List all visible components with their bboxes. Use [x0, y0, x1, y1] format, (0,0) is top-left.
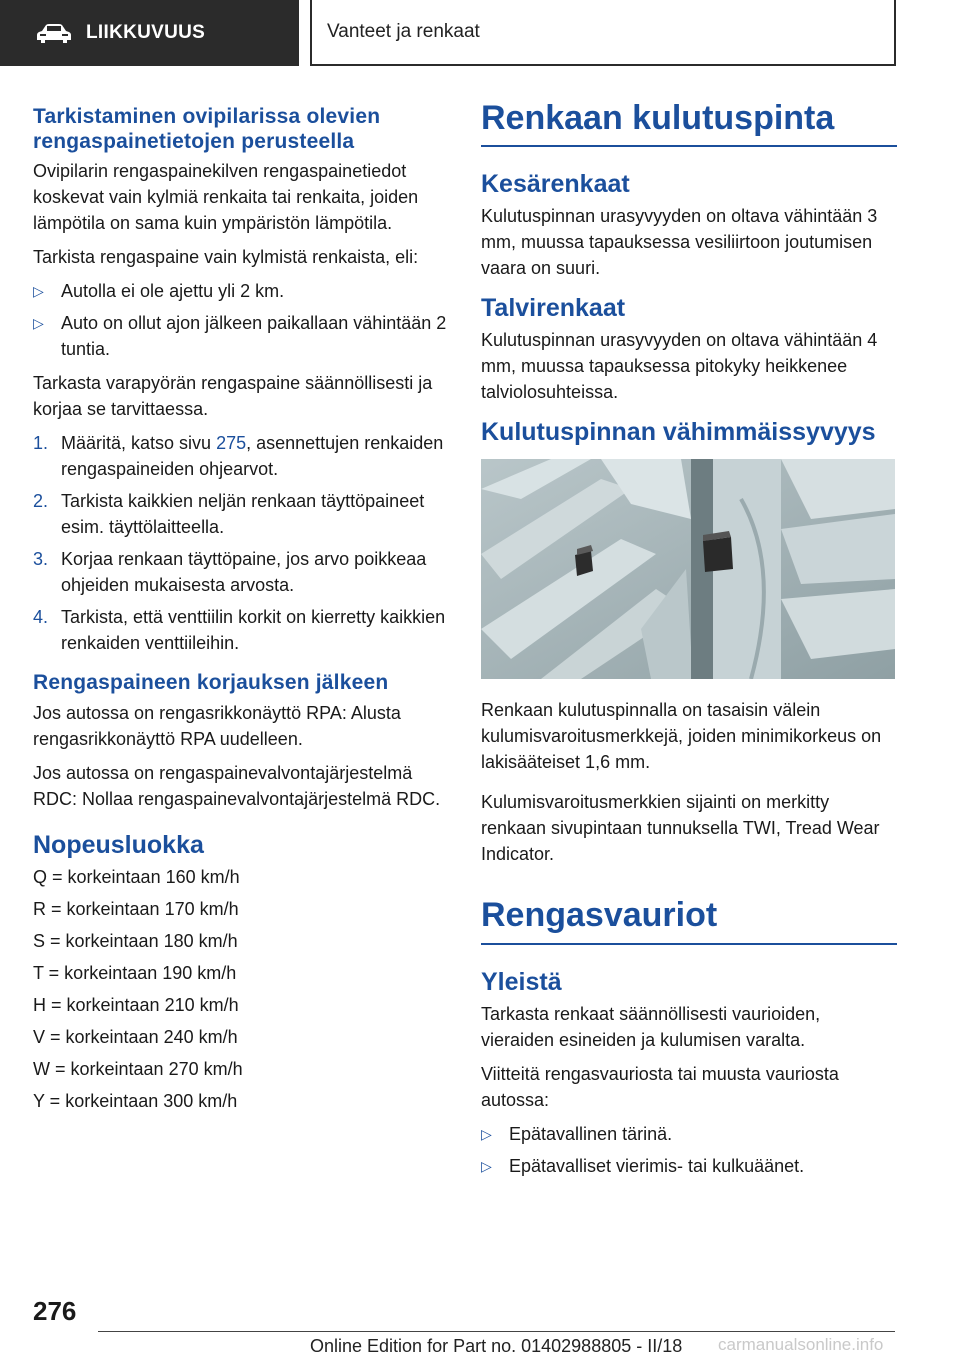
speed-item: Y = korkeintaan 300 km/h [33, 1090, 238, 1111]
paragraph: Ovipilarin rengaspainekilven rengaspainetiedot koskevat vain kylmiä renkaita tai renkaita, joiden lämpötila on sama kuin ympäristön lämpötila. [33, 161, 419, 234]
speed-item: H = korkeintaan 210 km/h [33, 994, 239, 1015]
list-item: ▷ Autolla ei ole ajettu yli 2 km. [33, 278, 449, 304]
paragraph: Jos autossa on rengaspainevalvontajärjestelmä RDC: Nollaa rengaspainevalvontajärjestelmä RDC. [33, 762, 441, 809]
condition-list [33, 278, 449, 362]
step-item: 3. Korjaa renkaan täyttöpaine, jos arvo poikkeaa ohjeiden mukaisesta arvosta. [33, 549, 427, 596]
page-link[interactable]: 275 [216, 433, 247, 454]
section-title: LIIKKUVUUS [86, 22, 206, 43]
speed-item: V = korkeintaan 240 km/h [33, 1026, 238, 1047]
step-item: 4. Tarkista, että venttiilin korkit on kierretty kaikkien renkaiden venttiileihin. [33, 607, 446, 654]
speed-item: W = korkeintaan 270 km/h [33, 1058, 243, 1079]
heading-summer-tires: Kesärenkaat [481, 170, 630, 199]
paragraph: Renkaan kulutuspinnalla on tasaisin välein kulumisvaroitusmerkkejä, joiden minimikorkeus on lakisääteiset 1,6 mm. [481, 700, 882, 773]
paragraph: Jos autossa on rengasrikkonäyttö RPA: Alusta rengasrikkonäyttö RPA uudelleen. [33, 702, 401, 749]
left-column [33, 100, 449, 1120]
paragraph: Kulutuspinnan urasyvyyden on oltava vähintään 3 mm, muussa tapauksessa vesiliirtoon joutumisen vaara on suuri. [481, 206, 878, 279]
speed-item: T = korkeintaan 190 km/h [33, 962, 237, 983]
heading-after-correction: Rengaspaineen korjauksen jälkeen [33, 671, 389, 695]
speed-list [33, 864, 449, 1114]
paragraph: Kulutuspinnan urasyvyyden on oltava vähintään 4 mm, muussa tapauksessa pitokyky heikkenee talviolosuhteissa. [481, 330, 878, 403]
section-tab [0, 0, 299, 66]
chapter-title: Vanteet ja renkaat [327, 21, 480, 42]
paragraph: Viitteitä rengasvauriosta tai muusta vauriosta autossa: [481, 1063, 839, 1110]
step-item: 2. Tarkista kaikkien neljän renkaan täyttöpaineet esim. täyttölaitteella. [33, 491, 425, 538]
heading-general: Yleistä [481, 967, 562, 996]
heading-tire-damage: Rengasvauriot [481, 897, 897, 944]
paragraph: Tarkasta renkaat säännöllisesti vaurioiden, vieraiden esineiden ja kulumisen varalta. [481, 1003, 821, 1050]
triangle-right-icon: ▷ [481, 1125, 492, 1142]
watermark: carmanualsonline.info [718, 1335, 884, 1354]
heading-min-depth: Kulutuspinnan vähimmäissyvyys [481, 418, 876, 447]
page-number: 276 [33, 1296, 77, 1326]
heading-winter-tires: Talvirenkaat [481, 294, 626, 323]
paragraph: Kulumisvaroitusmerkkien sijainti on merkitty renkaan sivupintaan tunnuksella TWI, Tread Wear Indicator. [481, 792, 880, 865]
tread-wear-indicator-image [481, 459, 895, 679]
triangle-right-icon: ▷ [33, 283, 44, 300]
page-header [0, 0, 960, 66]
car-icon [36, 22, 72, 44]
speed-item: S = korkeintaan 180 km/h [33, 930, 238, 951]
paragraph: Tarkasta varapyörän rengaspaine säännöllisesti ja korjaa se tarvittaessa. [33, 373, 433, 420]
list-item: ▷ Epätavallinen tärinä. [481, 1121, 897, 1147]
list-item: ▷ Auto on ollut ajon jälkeen paikallaan vähintään 2 tuntia. [33, 310, 449, 362]
paragraph: Tarkista rengaspaine vain kylmistä renkaista, eli: [33, 247, 419, 268]
speed-item: Q = korkeintaan 160 km/h [33, 866, 240, 887]
heading-speed-class: Nopeusluokka [33, 830, 204, 859]
steps-list [33, 430, 449, 656]
list-item: ▷ Epätavalliset vierimis- tai kulkuäänet. [481, 1153, 897, 1179]
footer-divider [98, 1331, 895, 1332]
triangle-right-icon: ▷ [481, 1157, 492, 1174]
heading-door-pillar-check: Tarkistaminen ovipilarissa olevien rengaspainetietojen perusteella [33, 105, 381, 154]
right-column [481, 100, 897, 1187]
speed-item: R = korkeintaan 170 km/h [33, 898, 239, 919]
chapter-tab [310, 0, 896, 66]
heading-tread: Renkaan kulutuspinta [481, 100, 897, 147]
edition-text: Online Edition for Part no. 01402988805 - II/18 [310, 1336, 683, 1356]
symptom-list [481, 1121, 897, 1179]
step-item: 1. Määritä, katso sivu 275, asennettujen renkaiden rengaspaineiden ohjearvot. [33, 433, 444, 480]
triangle-right-icon: ▷ [33, 315, 44, 332]
